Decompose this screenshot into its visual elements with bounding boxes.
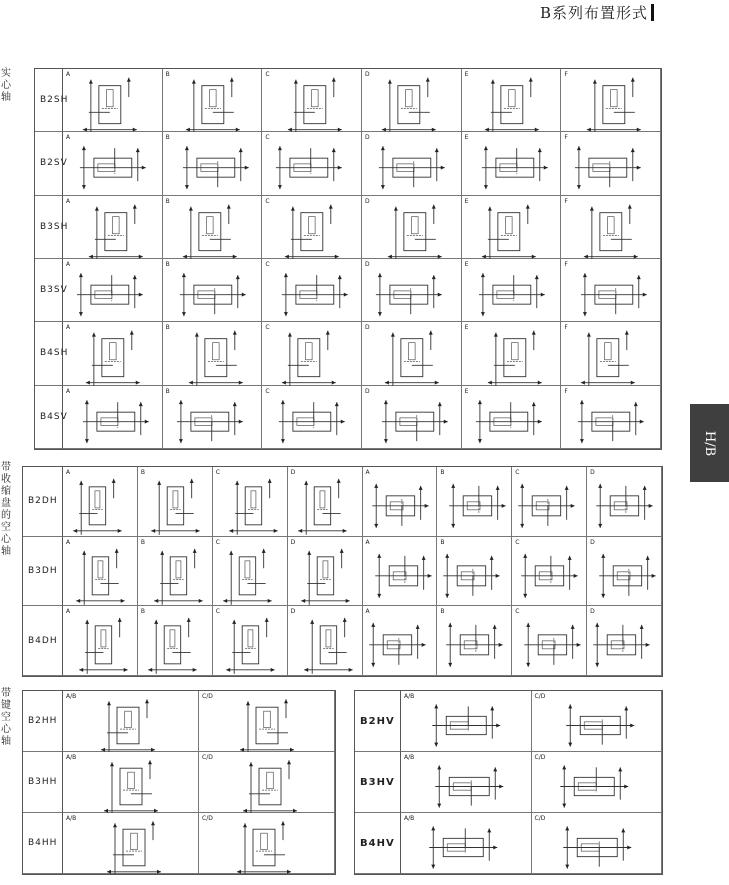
gearbox-arrangement-diagram bbox=[63, 259, 163, 322]
cell-letter: C bbox=[265, 134, 270, 142]
cell-letter: F bbox=[564, 387, 568, 395]
arrangement-cell bbox=[138, 537, 213, 607]
gearbox-arrangement-diagram bbox=[63, 386, 163, 449]
gearbox-arrangement-diagram bbox=[532, 813, 663, 874]
arrangement-cell bbox=[262, 322, 362, 385]
cell-letter: B bbox=[165, 324, 170, 332]
gearbox-arrangement-diagram bbox=[561, 196, 661, 259]
section-label-solid-shaft: 实心轴 bbox=[1, 68, 11, 103]
arrangement-cell bbox=[362, 259, 462, 322]
arrangement-cell bbox=[288, 467, 363, 537]
section-label-shrink-disc-hollow-shaft: 带收缩盘的空心轴 bbox=[1, 462, 11, 557]
gearbox-arrangement-diagram bbox=[63, 69, 163, 132]
arrangement-cell bbox=[512, 537, 587, 607]
cell-letter: F bbox=[564, 197, 568, 205]
arrangement-cell bbox=[163, 259, 263, 322]
arrangement-cell bbox=[561, 386, 661, 449]
row-label: B4HV bbox=[355, 813, 401, 874]
cell-letter: E bbox=[464, 324, 469, 332]
gearbox-arrangement-diagram bbox=[561, 132, 661, 195]
cell-letter: A bbox=[66, 261, 71, 268]
arrangement-cell bbox=[63, 322, 163, 385]
gearbox-arrangement-diagram bbox=[63, 752, 199, 813]
arrangement-cell bbox=[363, 467, 438, 537]
keyed-hollow-hv-table bbox=[354, 690, 663, 875]
arrangement-cell bbox=[199, 752, 335, 813]
gearbox-arrangement-diagram bbox=[561, 69, 661, 132]
cell-letter: A bbox=[365, 608, 370, 616]
gearbox-arrangement-diagram bbox=[199, 691, 335, 752]
gearbox-arrangement-diagram bbox=[262, 322, 362, 385]
arrangement-cell bbox=[63, 259, 163, 322]
cell-letter: E bbox=[464, 261, 469, 268]
gearbox-arrangement-diagram bbox=[532, 752, 663, 813]
gearbox-arrangement-diagram bbox=[512, 467, 587, 537]
arrangement-cell bbox=[163, 132, 263, 195]
cell-letter: D bbox=[590, 538, 595, 546]
gearbox-arrangement-diagram bbox=[462, 69, 562, 132]
cell-letter: C bbox=[215, 469, 220, 476]
gearbox-arrangement-diagram bbox=[437, 606, 512, 676]
gearbox-arrangement-diagram bbox=[63, 467, 138, 537]
cell-letter: B bbox=[440, 538, 445, 546]
gearbox-arrangement-diagram bbox=[561, 322, 661, 385]
gearbox-arrangement-diagram bbox=[63, 132, 163, 195]
cell-letter: E bbox=[464, 387, 469, 395]
cell-letter: B bbox=[440, 469, 445, 476]
arrangement-cell bbox=[362, 322, 462, 385]
cell-letter: B bbox=[165, 387, 170, 395]
cell-letter: D bbox=[590, 608, 595, 616]
arrangement-cell bbox=[363, 606, 438, 676]
row-label: B3HH bbox=[23, 752, 63, 813]
arrangement-cell bbox=[163, 69, 263, 132]
gearbox-arrangement-diagram bbox=[462, 132, 562, 195]
arrangement-cell bbox=[163, 386, 263, 449]
arrangement-cell bbox=[138, 467, 213, 537]
cell-letter: D bbox=[365, 261, 370, 268]
gearbox-arrangement-diagram bbox=[401, 752, 532, 813]
gearbox-arrangement-diagram bbox=[512, 606, 587, 676]
cell-letter: C bbox=[265, 197, 270, 205]
gearbox-arrangement-diagram bbox=[262, 386, 362, 449]
arrangement-cell bbox=[163, 322, 263, 385]
cell-letter: A bbox=[66, 197, 71, 205]
gearbox-arrangement-diagram bbox=[587, 467, 662, 537]
gearbox-arrangement-diagram bbox=[288, 606, 363, 676]
arrangement-cell bbox=[462, 322, 562, 385]
cell-letter: A bbox=[66, 387, 71, 395]
arrangement-cell bbox=[561, 132, 661, 195]
cell-letter: B bbox=[440, 608, 445, 616]
cell-letter: B bbox=[165, 197, 170, 205]
cell-letter: A bbox=[66, 469, 71, 476]
keyed-hollow-hh-table bbox=[22, 690, 336, 875]
cell-letter: B bbox=[165, 261, 170, 268]
cell-letter: D bbox=[365, 197, 370, 205]
cell-letter: D bbox=[365, 324, 370, 332]
arrangement-cell bbox=[199, 813, 335, 874]
cell-letter: E bbox=[464, 134, 469, 142]
cell-letter: F bbox=[564, 324, 568, 332]
gearbox-arrangement-diagram bbox=[362, 132, 462, 195]
arrangement-cell bbox=[532, 691, 663, 752]
solid-shaft-table bbox=[34, 68, 662, 450]
arrangement-cell bbox=[512, 467, 587, 537]
arrangement-cell bbox=[532, 752, 663, 813]
gearbox-arrangement-diagram bbox=[561, 259, 661, 322]
row-label: B3SH bbox=[35, 196, 63, 259]
gearbox-arrangement-diagram bbox=[262, 69, 362, 132]
arrangement-cell bbox=[401, 691, 532, 752]
arrangement-cell bbox=[362, 386, 462, 449]
gearbox-arrangement-diagram bbox=[363, 537, 438, 607]
arrangement-cell bbox=[437, 537, 512, 607]
gearbox-arrangement-diagram bbox=[401, 813, 532, 874]
arrangement-cell bbox=[437, 467, 512, 537]
gearbox-arrangement-diagram bbox=[362, 322, 462, 385]
cell-letter: C/D bbox=[202, 754, 213, 761]
gearbox-arrangement-diagram bbox=[199, 752, 335, 813]
gearbox-arrangement-diagram bbox=[262, 196, 362, 259]
gearbox-arrangement-diagram bbox=[163, 386, 263, 449]
cell-letter: B bbox=[140, 538, 145, 546]
gearbox-arrangement-diagram bbox=[213, 606, 288, 676]
cell-letter: F bbox=[564, 261, 568, 268]
arrangement-cell bbox=[401, 813, 532, 874]
cell-letter: A bbox=[66, 134, 71, 142]
gearbox-arrangement-diagram bbox=[163, 132, 263, 195]
gearbox-arrangement-diagram bbox=[213, 537, 288, 607]
gearbox-arrangement-diagram bbox=[63, 196, 163, 259]
arrangement-cell bbox=[561, 196, 661, 259]
arrangement-cell bbox=[288, 606, 363, 676]
cell-letter: D bbox=[365, 71, 370, 78]
cell-letter: C bbox=[265, 71, 270, 78]
arrangement-cell bbox=[512, 606, 587, 676]
cell-letter: C/D bbox=[202, 693, 213, 700]
cell-letter: C/D bbox=[534, 754, 546, 761]
row-label: B4SV bbox=[35, 386, 63, 449]
row-label: B4HH bbox=[23, 813, 63, 874]
gearbox-arrangement-diagram bbox=[363, 606, 438, 676]
gearbox-arrangement-diagram bbox=[437, 537, 512, 607]
gearbox-arrangement-diagram bbox=[362, 386, 462, 449]
gearbox-arrangement-diagram bbox=[163, 69, 263, 132]
cell-letter: A/B bbox=[66, 754, 77, 761]
gearbox-arrangement-diagram bbox=[63, 606, 138, 676]
cell-letter: C bbox=[515, 469, 520, 476]
arrangement-cell bbox=[362, 132, 462, 195]
arrangement-cell bbox=[213, 606, 288, 676]
cell-letter: D bbox=[365, 134, 370, 142]
cell-letter: E bbox=[464, 71, 469, 78]
arrangement-cell bbox=[63, 386, 163, 449]
cell-letter: D bbox=[290, 469, 296, 476]
cell-letter: D bbox=[290, 538, 296, 546]
gearbox-arrangement-diagram bbox=[462, 196, 562, 259]
arrangement-cell bbox=[262, 259, 362, 322]
arrangement-cell bbox=[288, 537, 363, 607]
section-tab[interactable]: H/B bbox=[690, 404, 729, 482]
arrangement-cell bbox=[163, 196, 263, 259]
cell-letter: E bbox=[464, 197, 469, 205]
gearbox-arrangement-diagram bbox=[587, 537, 662, 607]
row-label: B2SV bbox=[35, 132, 63, 195]
cell-letter: A/B bbox=[66, 693, 77, 700]
arrangement-cell bbox=[587, 537, 662, 607]
arrangement-cell bbox=[63, 752, 199, 813]
cell-letter: B bbox=[140, 608, 145, 616]
cell-letter: A/B bbox=[66, 815, 77, 822]
cell-letter: F bbox=[564, 71, 568, 78]
cell-letter: C/D bbox=[202, 815, 213, 822]
cell-letter: D bbox=[290, 608, 296, 616]
arrangement-cell bbox=[587, 467, 662, 537]
row-label: B3SV bbox=[35, 259, 63, 322]
gearbox-arrangement-diagram bbox=[462, 259, 562, 322]
arrangement-cell bbox=[63, 691, 199, 752]
gearbox-arrangement-diagram bbox=[561, 386, 661, 449]
gearbox-arrangement-diagram bbox=[532, 691, 663, 752]
shrink-disc-table bbox=[22, 466, 663, 677]
arrangement-cell bbox=[462, 386, 562, 449]
arrangement-cell bbox=[561, 259, 661, 322]
page-title: B系列布置形式 bbox=[540, 2, 654, 23]
row-label: B2SH bbox=[35, 69, 63, 132]
arrangement-cell bbox=[362, 69, 462, 132]
gearbox-arrangement-diagram bbox=[512, 537, 587, 607]
arrangement-cell bbox=[362, 196, 462, 259]
arrangement-cell bbox=[363, 537, 438, 607]
row-label: B4DH bbox=[23, 606, 63, 676]
gearbox-arrangement-diagram bbox=[63, 322, 163, 385]
arrangement-cell bbox=[462, 259, 562, 322]
gearbox-arrangement-diagram bbox=[437, 467, 512, 537]
arrangement-cell bbox=[262, 132, 362, 195]
cell-letter: C/D bbox=[534, 693, 546, 700]
arrangement-cell bbox=[462, 69, 562, 132]
cell-letter: C bbox=[265, 324, 270, 332]
arrangement-cell bbox=[532, 813, 663, 874]
arrangement-cell bbox=[199, 691, 335, 752]
gearbox-arrangement-diagram bbox=[138, 467, 213, 537]
gearbox-arrangement-diagram bbox=[163, 196, 263, 259]
arrangement-cell bbox=[262, 196, 362, 259]
gearbox-arrangement-diagram bbox=[63, 691, 199, 752]
arrangement-cell bbox=[63, 813, 199, 874]
gearbox-arrangement-diagram bbox=[587, 606, 662, 676]
gearbox-arrangement-diagram bbox=[199, 813, 335, 874]
row-label: B4SH bbox=[35, 322, 63, 385]
gearbox-arrangement-diagram bbox=[362, 196, 462, 259]
arrangement-cell bbox=[462, 196, 562, 259]
arrangement-cell bbox=[63, 537, 138, 607]
row-label: B2DH bbox=[23, 467, 63, 537]
cell-letter: A/B bbox=[404, 754, 415, 761]
gearbox-arrangement-diagram bbox=[362, 259, 462, 322]
arrangement-cell bbox=[561, 322, 661, 385]
cell-letter: F bbox=[564, 134, 568, 142]
arrangement-cell bbox=[63, 196, 163, 259]
cell-letter: C bbox=[265, 261, 270, 268]
row-label: B3DH bbox=[23, 537, 63, 607]
gearbox-arrangement-diagram bbox=[163, 322, 263, 385]
cell-letter: A/B bbox=[404, 815, 415, 822]
gearbox-arrangement-diagram bbox=[63, 537, 138, 607]
gearbox-arrangement-diagram bbox=[138, 537, 213, 607]
gearbox-arrangement-diagram bbox=[462, 322, 562, 385]
arrangement-cell bbox=[213, 537, 288, 607]
cell-letter: C/D bbox=[534, 815, 546, 822]
cell-letter: B bbox=[140, 469, 145, 476]
gearbox-arrangement-diagram bbox=[138, 606, 213, 676]
gearbox-arrangement-diagram bbox=[163, 259, 263, 322]
cell-letter: A bbox=[365, 469, 370, 476]
gearbox-arrangement-diagram bbox=[362, 69, 462, 132]
arrangement-cell bbox=[213, 467, 288, 537]
section-label-keyed-hollow-shaft: 带键空心轴 bbox=[1, 688, 11, 747]
gearbox-arrangement-diagram bbox=[363, 467, 438, 537]
cell-letter: C bbox=[515, 608, 520, 616]
gearbox-arrangement-diagram bbox=[213, 467, 288, 537]
cell-letter: A bbox=[66, 538, 71, 546]
gearbox-arrangement-diagram bbox=[262, 259, 362, 322]
cell-letter: A bbox=[66, 71, 71, 78]
arrangement-cell bbox=[561, 69, 661, 132]
arrangement-cell bbox=[437, 606, 512, 676]
arrangement-cell bbox=[63, 606, 138, 676]
arrangement-cell bbox=[587, 606, 662, 676]
cell-letter: C bbox=[215, 608, 220, 616]
title-bar bbox=[651, 4, 654, 21]
arrangement-cell bbox=[462, 132, 562, 195]
cell-letter: C bbox=[515, 538, 520, 546]
arrangement-cell bbox=[63, 132, 163, 195]
gearbox-arrangement-diagram bbox=[462, 386, 562, 449]
cell-letter: A bbox=[365, 538, 370, 546]
cell-letter: C bbox=[265, 387, 270, 395]
cell-letter: A bbox=[66, 608, 71, 616]
gearbox-arrangement-diagram bbox=[401, 691, 532, 752]
cell-letter: B bbox=[165, 134, 170, 142]
gearbox-arrangement-diagram bbox=[288, 467, 363, 537]
arrangement-cell bbox=[262, 386, 362, 449]
gearbox-arrangement-diagram bbox=[288, 537, 363, 607]
cell-letter: A/B bbox=[404, 693, 415, 700]
arrangement-cell bbox=[401, 752, 532, 813]
row-label: B3HV bbox=[355, 752, 401, 813]
cell-letter: B bbox=[165, 71, 170, 78]
gearbox-arrangement-diagram bbox=[63, 813, 199, 874]
arrangement-cell bbox=[63, 467, 138, 537]
gearbox-arrangement-diagram bbox=[262, 132, 362, 195]
row-label: B2HH bbox=[23, 691, 63, 752]
arrangement-cell bbox=[262, 69, 362, 132]
arrangement-cell bbox=[138, 606, 213, 676]
row-label: B2HV bbox=[355, 691, 401, 752]
cell-letter: D bbox=[590, 469, 595, 476]
arrangement-cell bbox=[63, 69, 163, 132]
cell-letter: A bbox=[66, 324, 71, 332]
cell-letter: D bbox=[365, 387, 370, 395]
cell-letter: C bbox=[215, 538, 220, 546]
